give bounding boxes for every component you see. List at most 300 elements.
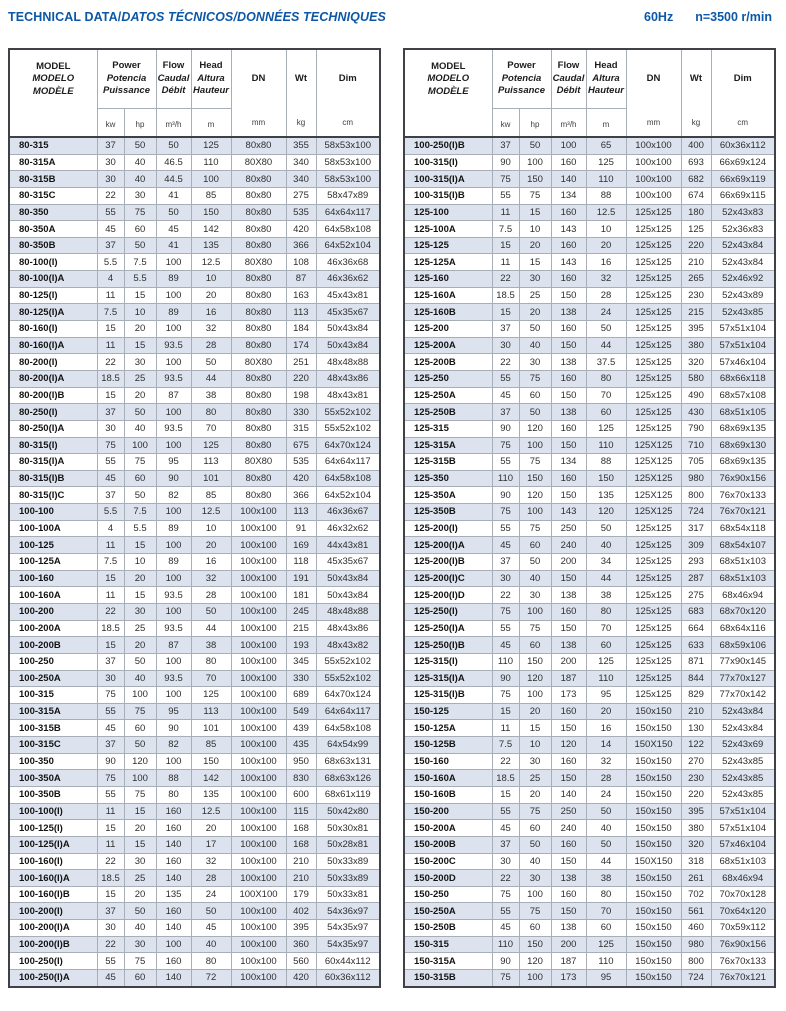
value-cell: 37 [97,737,124,754]
model-cell: 125-250A [404,387,492,404]
table-row [404,271,775,288]
value-cell: 65 [586,137,626,154]
model-cell: 100-315C [9,737,97,754]
model-cell: 125-200(I)B [404,554,492,571]
value-cell: 64x64x117 [316,204,380,221]
value-cell: 50x33x89 [316,870,380,887]
value-cell: 89 [156,304,191,321]
value-cell: 64x64x117 [316,454,380,471]
value-cell: 18.5 [97,870,124,887]
table-row [404,653,775,670]
value-cell: 11 [97,337,124,354]
value-cell: 68x51x105 [711,404,775,421]
wt-column-header: Wt kg [681,49,711,137]
table-row [9,537,380,554]
value-cell: 93.5 [156,337,191,354]
table-row [404,703,775,720]
value-cell: 439 [286,720,316,737]
value-cell: 20 [586,237,626,254]
table-row [9,354,380,371]
value-cell: 100x100 [231,653,286,670]
value-cell: 12.5 [191,803,231,820]
value-cell: 70 [586,620,626,637]
value-cell: 44 [586,337,626,354]
value-cell: 20 [191,537,231,554]
value-cell: 40 [191,936,231,953]
value-cell: 50 [124,137,156,154]
value-cell: 395 [681,321,711,338]
value-cell: 179 [286,886,316,903]
table-row [404,853,775,870]
value-cell: 340 [286,171,316,188]
model-cell: 150-200B [404,836,492,853]
value-cell: 5.5 [124,520,156,537]
value-cell: 100x100 [231,737,286,754]
value-cell: 100x100 [231,703,286,720]
value-cell: 125x125 [626,304,681,321]
table-body-right [404,137,775,987]
value-cell: 150 [191,204,231,221]
value-cell: 76x70x121 [711,504,775,521]
value-cell: 800 [681,487,711,504]
value-cell: 160 [551,753,586,770]
value-cell: 150x150 [626,970,681,987]
value-cell: 50 [124,404,156,421]
model-cell: 125-315(I) [404,653,492,670]
value-cell: 80x80 [231,321,286,338]
value-cell: 68x69x135 [711,420,775,437]
speed-label: n=3500 r/min [695,10,772,24]
value-cell: 10 [124,554,156,571]
value-cell: 80x80 [231,370,286,387]
value-cell: 100 [551,137,586,154]
value-cell: 7.5 [124,254,156,271]
value-cell: 5.5 [97,254,124,271]
value-cell: 490 [681,387,711,404]
value-cell: 30 [124,936,156,953]
value-cell: 150 [551,437,586,454]
model-cell: 100-200A [9,620,97,637]
value-cell: 55x52x102 [316,653,380,670]
value-cell: 20 [124,321,156,338]
value-cell: 89 [156,271,191,288]
value-cell: 142 [191,221,231,238]
value-cell: 11 [492,204,519,221]
model-cell: 80-315(I) [9,437,97,454]
value-cell: 100x100 [231,836,286,853]
value-cell: 90 [156,720,191,737]
value-cell: 85 [191,187,231,204]
value-cell: 75 [124,204,156,221]
value-cell: 125 [586,936,626,953]
value-cell: 150x150 [626,903,681,920]
value-cell: 80x80 [231,337,286,354]
value-cell: 32 [191,570,231,587]
value-cell: 150 [519,653,551,670]
value-cell: 120 [519,670,551,687]
value-cell: 52x43x85 [711,753,775,770]
value-cell: 22 [97,187,124,204]
value-cell: 90 [492,953,519,970]
value-cell: 44 [586,570,626,587]
value-cell: 100 [156,321,191,338]
value-cell: 76x90x156 [711,936,775,953]
value-cell: 120 [519,953,551,970]
value-cell: 100x100 [231,853,286,870]
value-cell: 150 [191,753,231,770]
value-cell: 60x44x112 [316,953,380,970]
value-cell: 11 [97,287,124,304]
value-cell: 18.5 [97,370,124,387]
model-cell: 125-250 [404,370,492,387]
value-cell: 48x48x88 [316,603,380,620]
value-cell: 64x54x99 [316,737,380,754]
value-cell: 682 [681,171,711,188]
value-cell: 68x51x103 [711,554,775,571]
value-cell: 168 [286,820,316,837]
value-cell: 93.5 [156,587,191,604]
value-cell: 100x100 [231,870,286,887]
value-cell: 55x52x102 [316,420,380,437]
value-cell: 52x43x84 [711,237,775,254]
value-cell: 88 [586,454,626,471]
value-cell: 100 [156,653,191,670]
model-cell: 125-200(I) [404,520,492,537]
table-row [9,836,380,853]
value-cell: 560 [286,953,316,970]
value-cell: 40 [586,820,626,837]
value-cell: 22 [97,936,124,953]
value-cell: 150 [551,903,586,920]
value-cell: 15 [97,637,124,654]
table-row [9,970,380,987]
value-cell: 50 [519,321,551,338]
model-cell: 150-250 [404,886,492,903]
value-cell: 187 [551,953,586,970]
value-cell: 240 [551,537,586,554]
model-cell: 100-315 [9,687,97,704]
value-cell: 76x70x133 [711,487,775,504]
value-cell: 22 [492,354,519,371]
model-cell: 125-315B [404,454,492,471]
value-cell: 45x35x67 [316,304,380,321]
value-cell: 15 [124,537,156,554]
value-cell: 30 [492,570,519,587]
table-row [404,454,775,471]
value-cell: 48x43x86 [316,620,380,637]
value-cell: 50 [519,404,551,421]
value-cell: 125 [191,137,231,154]
value-cell: 675 [286,437,316,454]
value-cell: 160 [156,953,191,970]
model-cell: 100-200(I) [9,903,97,920]
value-cell: 193 [286,637,316,654]
table-row [404,836,775,853]
value-cell: 125x125 [626,370,681,387]
model-cell: 125-350 [404,470,492,487]
table-row [404,886,775,903]
value-cell: 70 [586,903,626,920]
value-cell: 25 [519,287,551,304]
value-cell: 58x53x100 [316,137,380,154]
value-cell: 70x70x128 [711,886,775,903]
value-cell: 125x125 [626,620,681,637]
value-cell: 68x54x118 [711,520,775,537]
value-cell: 50 [156,204,191,221]
value-cell: 66x69x124 [711,154,775,171]
value-cell: 100 [156,504,191,521]
model-cell: 100-160 [9,570,97,587]
value-cell: 30 [492,853,519,870]
value-cell: 173 [551,970,586,987]
hp-unit-header: hp [519,109,551,138]
value-cell: 52x43x85 [711,304,775,321]
value-cell: 15 [97,321,124,338]
value-cell: 138 [551,870,586,887]
value-cell: 90 [492,420,519,437]
value-cell: 125x125 [626,537,681,554]
table-row [404,204,775,221]
value-cell: 64x52x104 [316,237,380,254]
value-cell: 50 [519,554,551,571]
value-cell: 215 [286,620,316,637]
value-cell: 191 [286,570,316,587]
table-row [404,820,775,837]
value-cell: 25 [124,620,156,637]
value-cell: 100 [519,970,551,987]
value-cell: 60 [124,470,156,487]
value-cell: 75 [492,970,519,987]
model-cell: 125-315(I)A [404,670,492,687]
value-cell: 30 [124,853,156,870]
value-cell: 100x100 [231,554,286,571]
value-cell: 110 [586,171,626,188]
value-cell: 80x80 [231,171,286,188]
value-cell: 70 [191,420,231,437]
value-cell: 181 [286,587,316,604]
value-cell: 130 [681,720,711,737]
value-cell: 20 [519,304,551,321]
value-cell: 100 [156,603,191,620]
value-cell: 150x150 [626,953,681,970]
value-cell: 50x43x84 [316,570,380,587]
model-cell: 125-100A [404,221,492,238]
value-cell: 60 [519,637,551,654]
value-cell: 40 [124,171,156,188]
model-cell: 125-160A [404,287,492,304]
value-cell: 100x100 [231,587,286,604]
table-row [9,187,380,204]
value-cell: 15 [519,720,551,737]
value-cell: 75 [97,687,124,704]
value-cell: 80x80 [231,487,286,504]
value-cell: 80X80 [231,354,286,371]
value-cell: 46x36x62 [316,271,380,288]
value-cell: 57x51x104 [711,803,775,820]
table-row [9,637,380,654]
model-cell: 125-100 [404,204,492,221]
table-row [9,737,380,754]
model-cell: 125-315 [404,420,492,437]
value-cell: 50 [124,737,156,754]
table-row [404,603,775,620]
table-row [404,337,775,354]
value-cell: 140 [156,836,191,853]
value-cell: 163 [286,287,316,304]
dim-column-header: Dim cm [711,49,775,137]
value-cell: 75 [97,770,124,787]
value-cell: 66x69x119 [711,171,775,188]
value-cell: 150x150 [626,770,681,787]
value-cell: 37 [97,653,124,670]
model-cell: 80-125(I) [9,287,97,304]
value-cell: 101 [191,470,231,487]
value-cell: 24 [586,786,626,803]
value-cell: 80x80 [231,137,286,154]
value-cell: 52x43x83 [711,204,775,221]
value-cell: 420 [286,221,316,238]
value-cell: 14 [586,737,626,754]
value-cell: 160 [551,321,586,338]
value-cell: 38 [191,637,231,654]
value-cell: 125x125 [626,237,681,254]
wt-column-header: Wt kg [286,49,316,137]
model-cell: 100-200 [9,603,97,620]
value-cell: 125X125 [626,487,681,504]
value-cell: 58x47x89 [316,187,380,204]
table-row [9,387,380,404]
value-cell: 150 [551,620,586,637]
model-cell: 150-125 [404,703,492,720]
value-cell: 48x48x88 [316,354,380,371]
value-cell: 220 [681,237,711,254]
value-cell: 10 [519,221,551,238]
model-cell: 150-160A [404,770,492,787]
value-cell: 100 [124,687,156,704]
value-cell: 76x70x121 [711,970,775,987]
model-cell: 150-250A [404,903,492,920]
flow-unit-header: m³/h [156,109,191,138]
value-cell: 40 [519,337,551,354]
value-cell: 125 [586,653,626,670]
value-cell: 55 [97,703,124,720]
value-cell: 7.5 [492,737,519,754]
value-cell: 52x43x85 [711,770,775,787]
value-cell: 100x100 [231,970,286,987]
value-cell: 100 [156,437,191,454]
value-cell: 174 [286,337,316,354]
value-cell: 12.5 [586,204,626,221]
value-cell: 40 [519,853,551,870]
value-cell: 113 [286,304,316,321]
value-cell: 250 [551,803,586,820]
value-cell: 50 [191,603,231,620]
table-row [9,687,380,704]
model-cell: 150-200D [404,870,492,887]
value-cell: 10 [519,737,551,754]
value-cell: 75 [492,687,519,704]
model-cell: 150-160B [404,786,492,803]
value-cell: 70x59x112 [711,920,775,937]
value-cell: 75 [492,886,519,903]
value-cell: 41 [156,237,191,254]
value-cell: 293 [681,554,711,571]
model-cell: 100-160(I)A [9,870,97,887]
value-cell: 45x35x67 [316,554,380,571]
value-cell: 160 [551,836,586,853]
value-cell: 85 [191,487,231,504]
value-cell: 32 [191,853,231,870]
dn-column-header: DN mm [626,49,681,137]
value-cell: 150x150 [626,936,681,953]
value-cell: 30 [519,587,551,604]
value-cell: 100 [519,154,551,171]
value-cell: 30 [97,670,124,687]
dn-column-header: DN mm [231,49,286,137]
value-cell: 600 [286,786,316,803]
flow-column-header: Flow Caudal Débit [156,49,191,109]
value-cell: 168 [286,836,316,853]
value-cell: 187 [551,670,586,687]
value-cell: 664 [681,620,711,637]
value-cell: 173 [551,687,586,704]
value-cell: 40 [519,570,551,587]
table-row [9,337,380,354]
value-cell: 20 [519,703,551,720]
model-cell: 150-125A [404,720,492,737]
value-cell: 317 [681,520,711,537]
value-cell: 315 [286,420,316,437]
value-cell: 100x100 [626,137,681,154]
value-cell: 45 [492,637,519,654]
value-cell: 55 [492,187,519,204]
value-cell: 135 [586,487,626,504]
value-cell: 30 [519,753,551,770]
value-cell: 60 [519,387,551,404]
value-cell: 80x80 [231,387,286,404]
value-cell: 55 [97,454,124,471]
value-cell: 52x43x85 [711,786,775,803]
value-cell: 125x125 [626,554,681,571]
table-row [404,154,775,171]
table-row [9,953,380,970]
value-cell: 50x42x80 [316,803,380,820]
frequency-label: 60Hz [644,10,674,24]
value-cell: 100 [156,404,191,421]
value-cell: 420 [286,970,316,987]
value-cell: 135 [191,786,231,803]
value-cell: 80x80 [231,237,286,254]
value-cell: 138 [551,354,586,371]
value-cell: 5.5 [124,271,156,288]
model-cell: 80-315A [9,154,97,171]
value-cell: 150x150 [626,836,681,853]
title-bar [8,8,778,24]
value-cell: 50 [124,903,156,920]
value-cell: 355 [286,137,316,154]
value-cell: 66x69x115 [711,187,775,204]
model-cell: 150-125B [404,737,492,754]
value-cell: 55 [492,454,519,471]
value-cell: 100x100 [231,786,286,803]
value-cell: 113 [191,454,231,471]
value-cell: 16 [586,720,626,737]
value-cell: 30 [124,354,156,371]
value-cell: 125x125 [626,637,681,654]
table-row [9,670,380,687]
value-cell: 100x100 [231,603,286,620]
table-row [9,137,380,154]
